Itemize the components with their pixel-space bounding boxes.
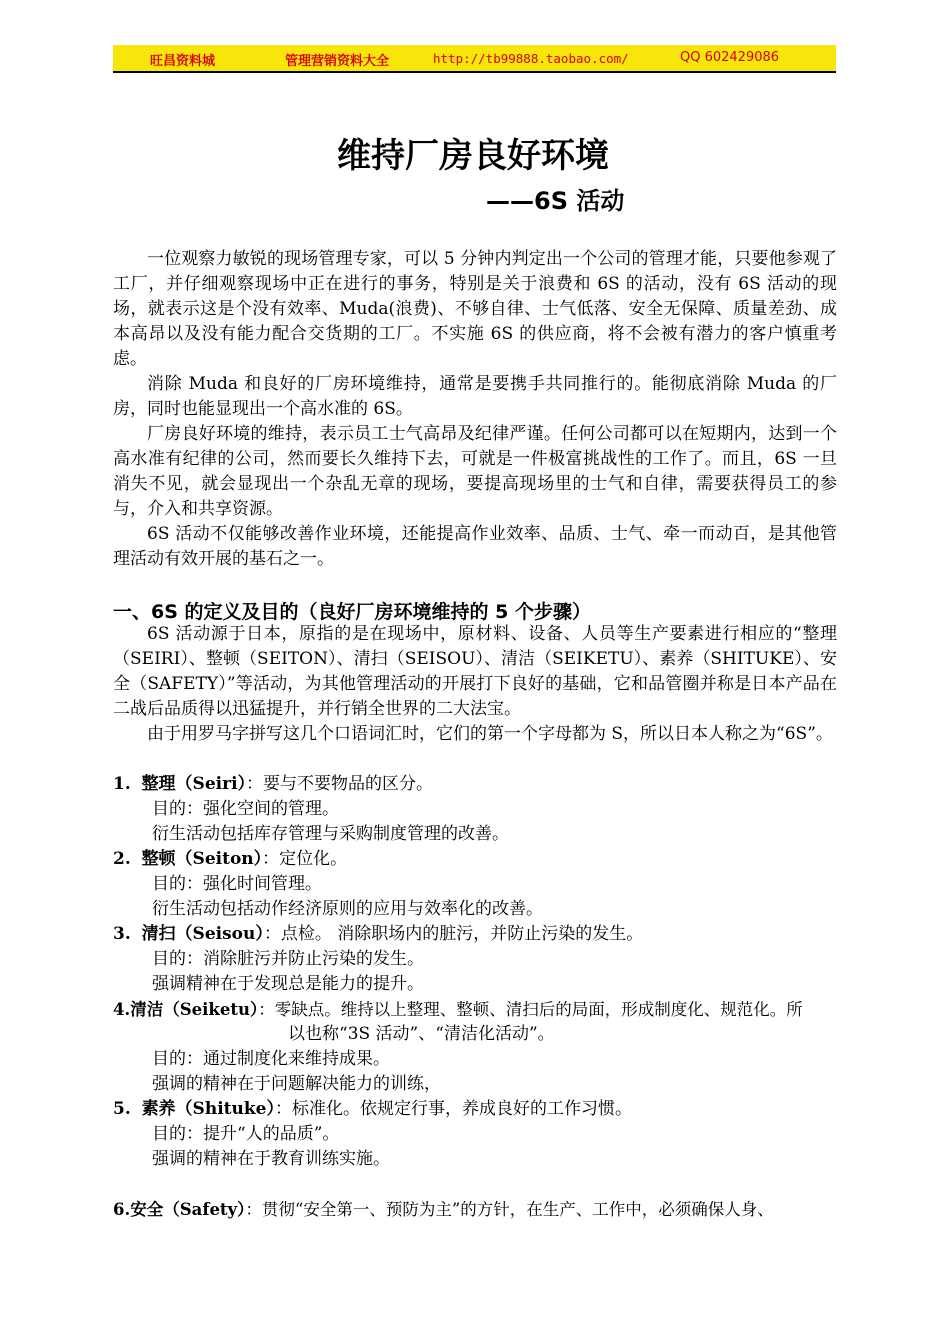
document-title: 维持厂房良好环境 xyxy=(337,136,609,176)
header-banner xyxy=(113,45,836,73)
intro-paragraph-1: 一位观察力敏锐的现场管理专家，可以 5 分钟内判定出一个公司的管理才能，只要他参观了工厂，并仔细观察现场中正在进行的事务，特别是关于浪费和 6S 的活动，没有 6S 活动的现场，就表示这是个没有效率、Muda(浪费)、不够自律、士气低落、安全无保障、质量差劲、成本高昂以及没有能力配合交货期的工厂。不实施 6S 的供应商，将不会被有潜力的客户慎重考虑。 xyxy=(113,249,837,369)
list-item xyxy=(113,997,803,1022)
list-item xyxy=(113,1197,774,1222)
section-paragraph-2: 由于用罗马字拼写这几个口语词汇时，它们的第一个字母都为 S，所以日本人称之为“6S”。 xyxy=(147,724,833,744)
item-note: 强调精神在于发现总是能力的提升。 xyxy=(152,974,424,994)
item-purpose: 目的：强化空间的管理。 xyxy=(152,799,339,819)
section-heading: 一、6S 的定义及目的（良好厂房环境维持的 5 个步骤） xyxy=(113,601,591,623)
item-term: 整顿（Seiton） xyxy=(141,849,263,869)
banner-qq: QQ 602429086 xyxy=(680,50,780,65)
list-item xyxy=(113,922,643,947)
item-purpose: 目的：提升“人的品质”。 xyxy=(152,1124,340,1144)
list-item xyxy=(113,847,347,872)
banner-shop-name: 旺昌资料城 xyxy=(150,54,216,69)
item-number: 4. xyxy=(113,1000,131,1019)
item-desc: ：要与不要物品的区分。 xyxy=(246,774,434,794)
item-purpose: 目的：强化时间管理。 xyxy=(152,874,322,894)
intro-paragraph-4: 6S 活动不仅能够改善作业环境，还能提高作业效率、品质、士气、牵一而动百，是其他管理活动有效开展的基石之一。 xyxy=(113,524,837,569)
intro-paragraph-2: 消除 Muda 和良好的厂房环境维持，通常是要携手共同推行的。能彻底消除 Muda 的厂房，同时也能显现出一个高水准的 6S。 xyxy=(113,374,837,419)
item-term: 安全（Safety） xyxy=(130,1200,246,1219)
item-desc: ：定位化。 xyxy=(262,849,348,869)
banner-url-link[interactable]: http://tb99888.taobao.com/ xyxy=(433,51,629,66)
list-item xyxy=(113,1097,632,1122)
item-term: 素养（Shituke） xyxy=(141,1099,275,1119)
item-term: 清扫（Seisou） xyxy=(141,924,264,944)
item-number: 5. xyxy=(113,1099,131,1119)
banner-category: 管理营销资料大全 xyxy=(285,54,390,69)
item-desc: ：标准化。依规定行事，养成良好的工作习惯。 xyxy=(274,1099,632,1119)
document-subtitle: ——6S 活动 xyxy=(486,187,625,215)
item-term: 整理（Seiri） xyxy=(141,774,247,794)
item-desc: ：贯彻“安全第一、预防为主”的方针，在生产、工作中，必须确保人身、 xyxy=(245,1200,774,1219)
item-note: 衍生活动包括动作经济原则的应用与效率化的改善。 xyxy=(152,899,543,919)
intro-paragraph-3: 厂房良好环境的维持，表示员工士气高昂及纪律严谨。任何公司都可以在短期内，达到一个高水准有纪律的公司，然而要长久维持下去，可就是一件极富挑战性的工作了。而且，6S 一旦消失不见，就会显现出一个杂乱无章的现场，要提高现场里的士气和自律，需要获得员工的参与，介入和共享资源。 xyxy=(113,424,837,519)
item-desc: ：零缺点。维持以上整理、整顿、清扫后的局面，形成制度化、规范化。所 xyxy=(258,1000,803,1019)
list-item xyxy=(113,772,433,797)
item-note: 强调的精神在于问题解决能力的训练， xyxy=(152,1074,441,1094)
item-term: 清洁（Seiketu） xyxy=(130,1000,259,1019)
item-number: 6. xyxy=(113,1200,131,1219)
item-purpose: 目的：消除脏污并防止污染的发生。 xyxy=(152,949,424,969)
item-purpose: 目的：通过制度化来维持成果。 xyxy=(152,1049,390,1069)
item-number: 1. xyxy=(113,774,131,794)
item-note: 衍生活动包括库存管理与采购制度管理的改善。 xyxy=(152,824,509,844)
item-note: 强调的精神在于教育训练实施。 xyxy=(152,1149,390,1169)
item-number: 2. xyxy=(113,849,131,869)
item-number: 3. xyxy=(113,924,131,944)
section-paragraph-1: 6S 活动源于日本，原指的是在现场中，原材料、设备、人员等生产要素进行相应的“整理（SEIRI）、整顿（SEITON）、清扫（SEISOU）、清洁（SEIKETU）、素养（SHITUKE）、安全（SAFETY）”等活动，为其他管理活动的开展打下良好的基础，它和品管圈并称是日本产品在二战后品质得以迅猛提升，并行销全世界的二大法宝。 xyxy=(113,624,837,719)
item-desc-continued: 以也称“3S 活动”、“清洁化活动”。 xyxy=(288,1024,555,1044)
item-desc: ：点检。 消除职场内的脏污，并防止污染的发生。 xyxy=(263,924,644,944)
